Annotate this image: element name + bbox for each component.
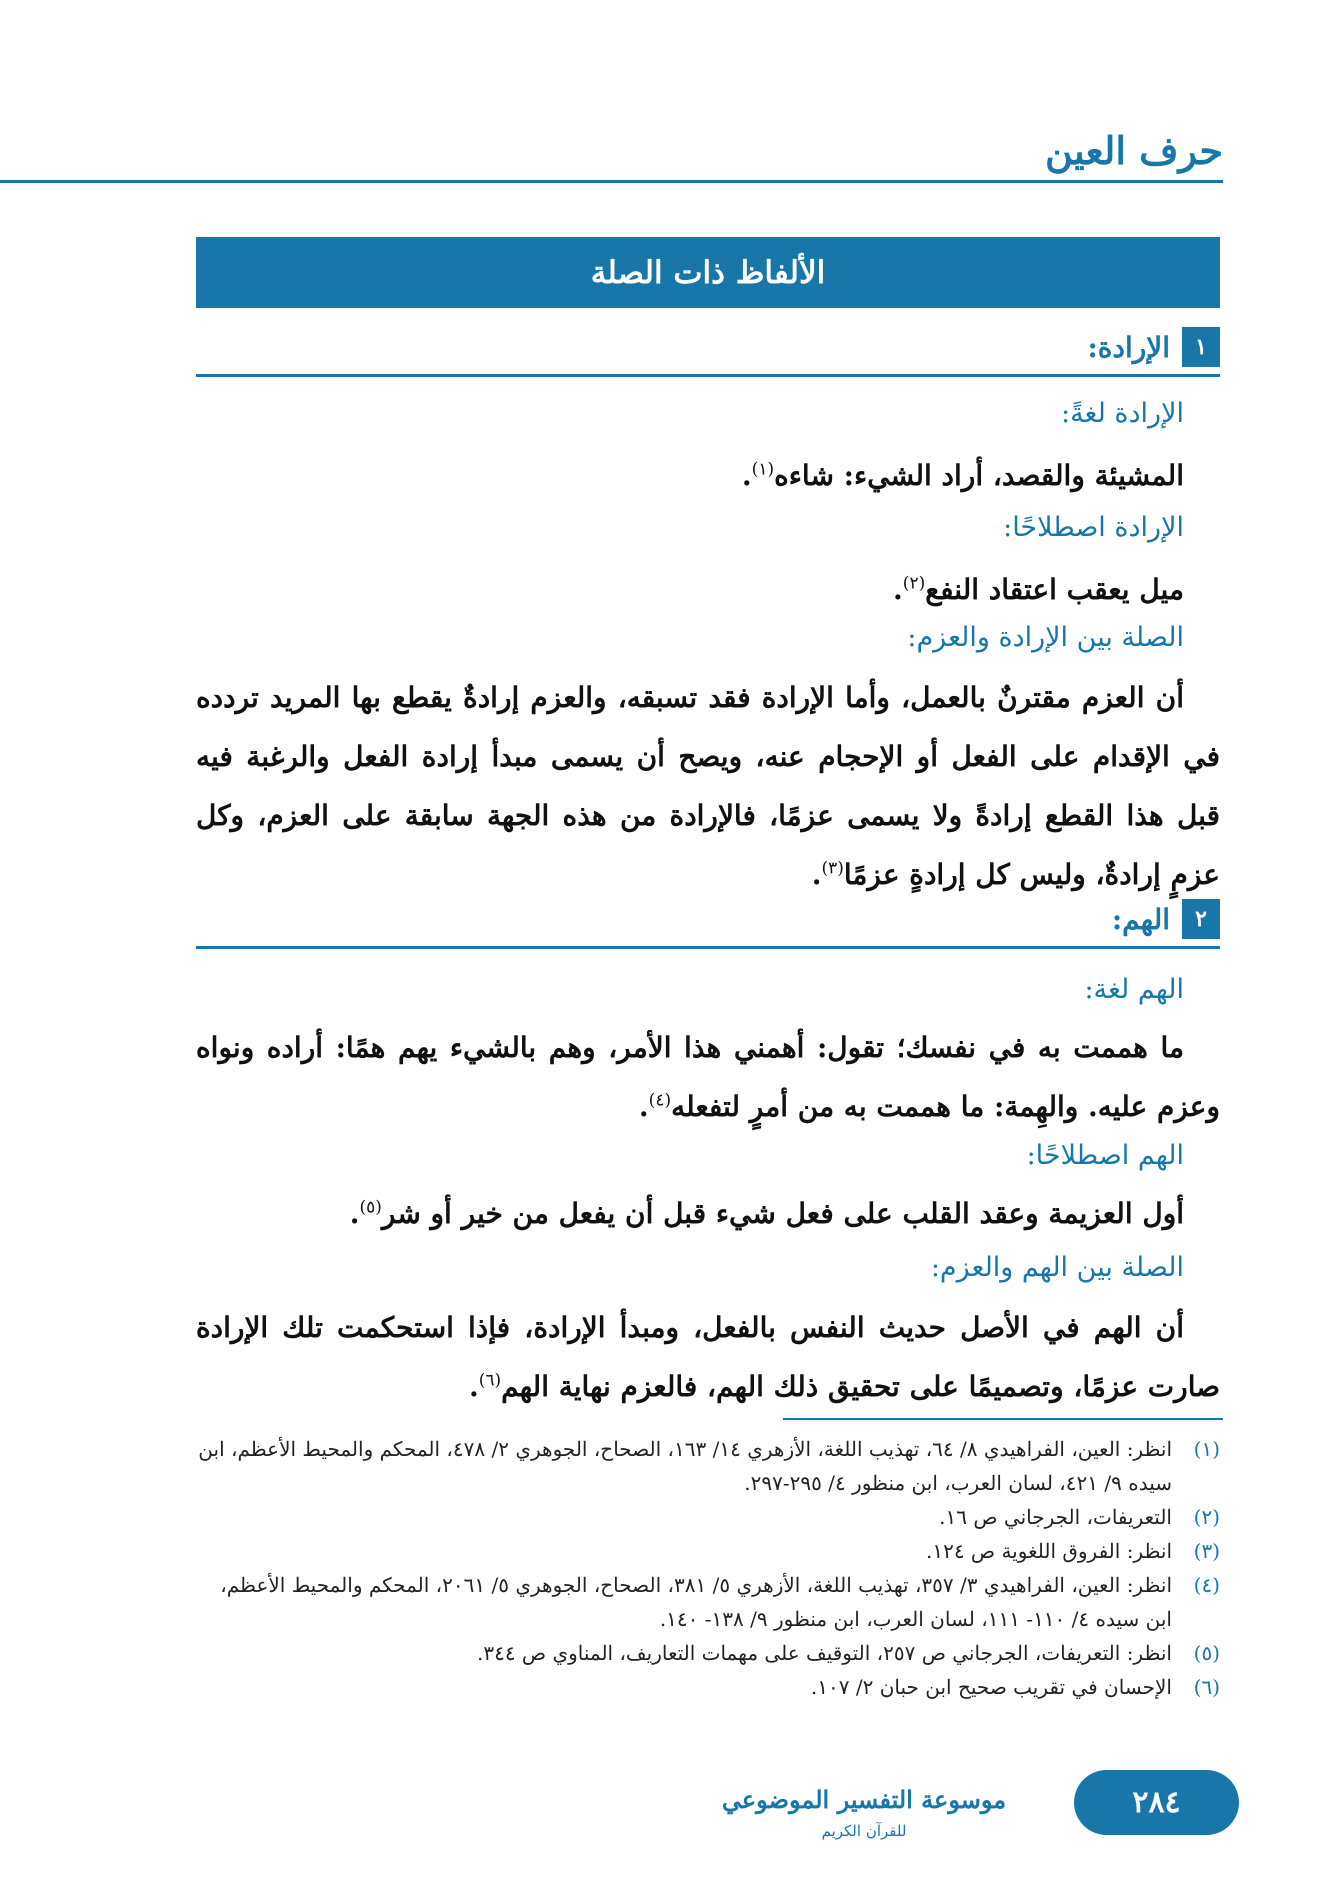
section-1-number: ١ (1182, 327, 1220, 367)
page-number: ٢٨٤ (1132, 1785, 1181, 1820)
footnote-item (196, 1636, 1220, 1670)
section-2-title: الهم: (1111, 902, 1170, 936)
footnote-text: انظر: العين، الفراهيدي ٣/ ٣٥٧، تهذيب اللغة، الأزهري ٥/ ٣٨١، الصحاح، الجوهري ٥/ ٢٠٦١، المحكم والمحيط الأعظم، ابن سيده ٤/ ١١٠- ١١١، لسان العرب، ابن منظور ٩/ ١٣٨- ١٤٠. (220, 1573, 1172, 1631)
footnote-item (196, 1568, 1220, 1636)
footnote-number: (٦) (1193, 1675, 1220, 1699)
section-2-rule (196, 946, 1220, 949)
footnote-text: الإحسان في تقريب صحيح ابن حبان ٢/ ١٠٧. (810, 1675, 1172, 1699)
page-number-badge (1074, 1770, 1239, 1835)
footnote-item (196, 1500, 1220, 1534)
footnote-ref-4[interactable]: (٤) (648, 1090, 672, 1111)
footnote-ref-5[interactable]: (٥) (359, 1197, 382, 1218)
footnote-ref-3[interactable]: (٣) (821, 858, 844, 879)
footnote-ref-6[interactable]: (٦) (478, 1370, 502, 1391)
s1-subheading-relation: الصلة بين الإرادة والعزم: (907, 622, 1184, 653)
footnote-ref-1[interactable]: (١) (751, 459, 775, 480)
s2-paragraph-relation: أن الهم في الأصل حديث النفس بالفعل، ومبدأ الإرادة، فإذا استحكمت تلك الإرادة صارت عزمًا، وتصميمًا على تحقيق ذلك الهم، فالعزم نهاية الهم$^{(٦)}$. (196, 1311, 1220, 1403)
s1-paragraph-relation: أن العزم مقترنٌ بالعمل، وأما الإرادة فقد تسبقه، والعزم إرادةٌ يقطع بها المريد تردده في الإقدام على الفعل أو الإحجام عنه، ويصح أن يسمى مبدأ إرادة الفعل والرغبة فيه قبل هذا القطع إرادةً ولا يسمى عزمًا، فالإرادة من هذه الجهة سابقة على العزم، وكل عزمٍ إرادةٌ، وليس كل إرادةٍ عزمًا$^{(٣)}$. (196, 681, 1220, 891)
footnote-item (196, 1670, 1220, 1704)
section-1-rule (196, 374, 1220, 377)
footnote-number: (١) (1193, 1437, 1220, 1461)
footnote-item (196, 1534, 1220, 1568)
footnote-text: انظر: العين، الفراهيدي ٨/ ٦٤، تهذيب اللغة، الأزهري ١٤/ ١٦٣، الصحاح، الجوهري ٢/ ٤٧٨، المحكم والمحيط الأعظم، ابن سيده ٩/ ٤٢١، لسان العرب، ابن منظور ٤/ ٢٩٥-٢٩٧. (198, 1437, 1172, 1495)
s2-subheading-relation: الصلة بين الهم والعزم: (930, 1252, 1184, 1283)
running-header-title: حرف العين (1045, 128, 1223, 173)
s1-subheading-technical: الإرادة اصطلاحًا: (1003, 512, 1184, 543)
footnote-text: التعريفات، الجرجاني ص ١٦. (939, 1505, 1172, 1529)
footnotes-rule (783, 1418, 1223, 1420)
section-1-header (196, 324, 1220, 377)
logo-title: موسوعة التفسير الموضوعي (721, 1785, 1007, 1814)
header-rule (0, 180, 1223, 183)
s2-paragraph-technical: أول العزيمة وعقد القلب على فعل شيء قبل أن يفعل من خير أو شر$^{(٥)}$. (349, 1197, 1184, 1230)
s1-paragraph-technical: ميل يعقب اعتقاد النفع$^{(٢)}$. (893, 573, 1184, 606)
section-banner (196, 237, 1220, 308)
footnote-ref-2[interactable]: (٢) (902, 573, 926, 594)
footnote-text: انظر: الفروق اللغوية ص ١٢٤. (925, 1539, 1172, 1563)
footnote-number: (٤) (1193, 1573, 1220, 1597)
footnote-text: انظر: التعريفات، الجرجاني ص ٢٥٧، التوقيف على مهمات التعاريف، المناوي ص ٣٤٤. (476, 1641, 1172, 1665)
section-2-header (196, 896, 1220, 949)
footnote-number: (٥) (1193, 1641, 1220, 1665)
s2-subheading-lexical: الهم لغة: (1084, 974, 1184, 1005)
encyclopedia-logo (721, 1772, 1007, 1848)
s2-paragraph-lexical: ما هممت به في نفسك؛ تقول: أهمني هذا الأمر، وهم بالشيء يهم همًا: أراده ونواه وعزم عليه. والهِمة: ما هممت به من أمرٍ لتفعله$^{(٤)}$. (196, 1031, 1220, 1123)
s1-paragraph-lexical: المشيئة والقصد، أراد الشيء: شاءه$^{(١)}$. (741, 459, 1184, 492)
section-1-title: الإرادة: (1087, 330, 1170, 364)
footnote-item (196, 1432, 1220, 1500)
footnote-number: (٣) (1193, 1539, 1220, 1563)
s2-subheading-technical: الهم اصطلاحًا: (1026, 1140, 1184, 1171)
logo-subtitle: للقرآن الكريم (821, 1822, 907, 1840)
section-2-number: ٢ (1182, 899, 1220, 939)
footnotes (196, 1432, 1220, 1704)
banner-title: الألفاظ ذات الصلة (590, 254, 826, 291)
s1-subheading-lexical: الإرادة لغةً: (1060, 398, 1184, 429)
footnote-number: (٢) (1193, 1505, 1220, 1529)
